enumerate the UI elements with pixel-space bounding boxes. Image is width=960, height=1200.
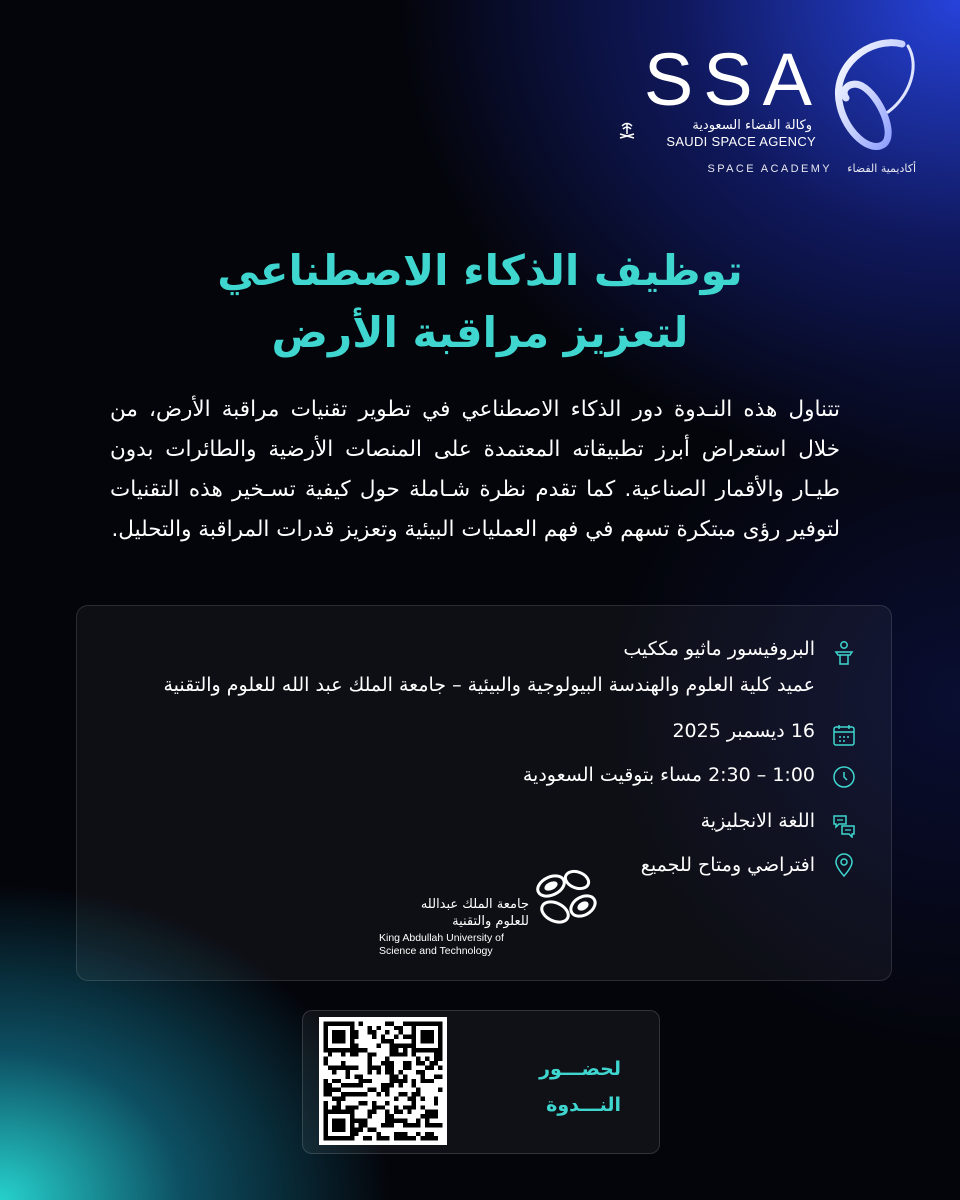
event-language: اللغة الانجليزية: [700, 810, 815, 832]
event-details-card: [76, 605, 892, 981]
ssa-logo: [610, 30, 940, 190]
calendar-icon: [831, 722, 857, 748]
kaust-name-ar-line2: للعلوم والتقنية: [452, 914, 529, 929]
kaust-name-ar: [421, 896, 529, 930]
kaust-name-en: [379, 932, 504, 958]
language-chat-icon: [831, 812, 857, 838]
speaker-name: البروفيسور ماثيو مككيب: [623, 638, 815, 660]
qr-code[interactable]: [319, 1017, 447, 1145]
qr-code-icon: [319, 1017, 447, 1145]
event-date: 16 ديسمبر 2025: [672, 720, 815, 742]
kaust-shell-icon: [529, 866, 601, 928]
agency-name-ar: وكالة الفضاء السعودية: [692, 118, 812, 133]
agency-name-en: SAUDI SPACE AGENCY: [666, 134, 816, 149]
academy-label: [707, 162, 916, 175]
academy-en: SPACE ACADEMY: [707, 163, 832, 175]
speaker-role: عميد كلية العلوم والهندسة البيولوجية والبيئية – جامعة الملك عبد الله للعلوم والتقنية: [163, 674, 815, 696]
event-location: افتراضي ومتاح للجميع: [640, 854, 815, 876]
page-title: [0, 240, 960, 364]
title-line-2: لتعزيز مراقبة الأرض: [271, 308, 689, 357]
location-pin-icon: [831, 852, 857, 878]
event-time: 1:00 – 2:30 مساء بتوقيت السعودية: [522, 764, 815, 786]
kaust-name-ar-line1: جامعة الملك عبدالله: [420, 897, 529, 912]
registration-label-line2: النـــدوة: [546, 1094, 621, 1116]
speaker-podium-icon: [831, 640, 857, 666]
logo-wordmark: SSA: [643, 38, 822, 121]
orbit-swoosh-icon: [810, 36, 920, 166]
kaust-name-en-line1: King Abdullah University of: [379, 932, 504, 944]
event-description: تتناول هذه النـدوة دور الذكاء الاصطناعي في تطوير تقنيات مراقبة الأرض، من خلال استعراض أبرز تطبيقاته المعتمدة على المنصات الأرضية والطائرات بدون طيـار والأقمار الصناعية. كما تقدم نظرة شـاملة حول كيفية تسـخير هذه التقنيات لتوفير رؤى مبتكرة تسهم في فهم العمليات البيئية وتعزيز قدرات المراقبة والتحليل.: [110, 397, 840, 542]
registration-label: [539, 1051, 621, 1123]
kaust-name-en-line2: Science and Technology: [379, 945, 493, 957]
title-line-1: توظيف الذكاء الاصطناعي: [217, 246, 743, 295]
registration-card[interactable]: [302, 1010, 660, 1154]
kaust-logo: [379, 856, 599, 966]
palm-swords-icon: [616, 120, 638, 142]
academy-ar: أكاديمية الفضاء: [847, 162, 916, 175]
clock-icon: [831, 764, 857, 790]
registration-label-line1: لحضـــور: [539, 1058, 621, 1080]
